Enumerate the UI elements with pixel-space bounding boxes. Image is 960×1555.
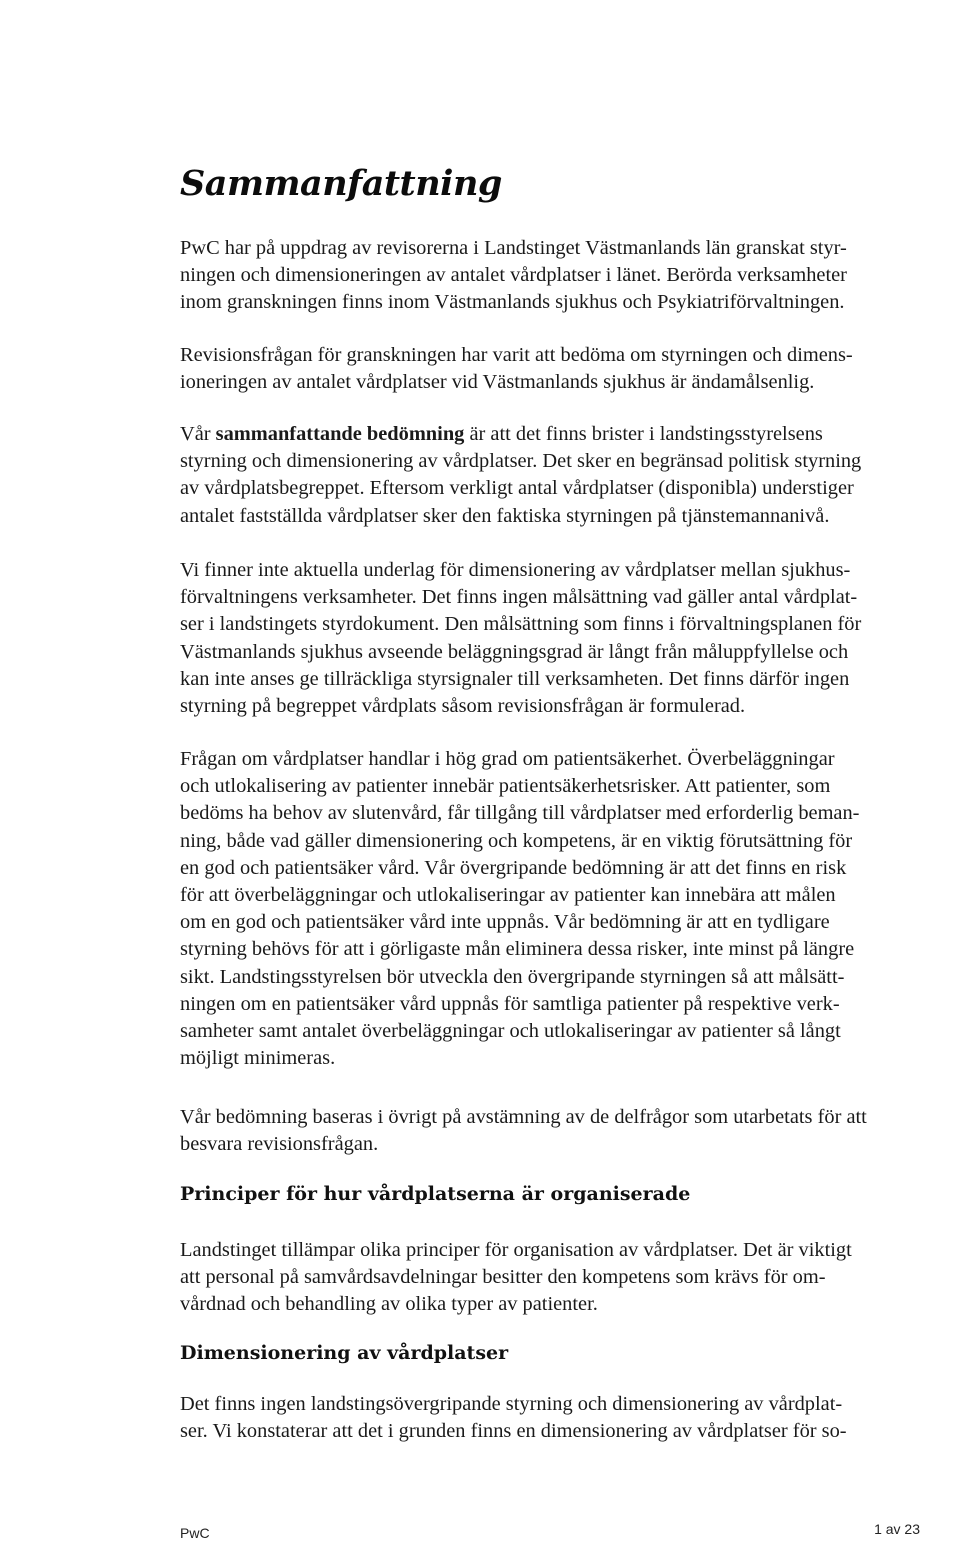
text-line: ioneringen av antalet vårdplatser vid Västmanlands sjukhus är ändamålsenlig.	[180, 371, 815, 394]
text-line: och utlokalisering av patienter innebär patientsäkerhetsrisker. Att patienter, som	[180, 775, 831, 798]
text-line: ningen och dimensioneringen av antalet vårdplatser i länet. Berörda verksamheter	[180, 264, 847, 287]
text-line: för att överbeläggningar och utlokaliseringar av patienter kan innebära att målen	[180, 884, 836, 907]
paragraph-underlag	[180, 557, 955, 720]
text-line: Frågan om vårdplatser handlar i hög grad om patientsäkerhet. Överbeläggningar	[180, 748, 835, 770]
section-heading-dimensioning: Dimensionering av vårdplatser	[180, 1342, 509, 1364]
text-line: möjligt minimeras.	[180, 1047, 336, 1070]
text-line: ser i landstingets styrdokument. Den målsättning som finns i förvaltningsplanen för	[180, 613, 862, 636]
text-line: Landstinget tillämpar olika principer för organisation av vårdplatser. Det är viktigt	[180, 1239, 852, 1261]
text-line: ning, både vad gäller dimensionering och kompetens, är en viktig förutsättning för	[180, 829, 853, 852]
text-line: Västmanlands sjukhus avseende beläggningsgrad är långt från måluppfyllelse och	[180, 640, 849, 663]
text-line: kan inte anses ge tillräckliga styrsignaler till verksamheten. Det finns därför ingen	[180, 667, 850, 690]
paragraph-basis	[180, 1104, 955, 1158]
text-rest: är att det finns brister i landstingsstyrelsens	[464, 423, 823, 445]
text-line: en god och patientsäker vård. Vår övergripande bedömning är att det finns en risk	[180, 856, 847, 879]
text-line: Vi finner inte aktuella underlag för dimensionering av vårdplatser mellan sjukhus-	[180, 559, 851, 581]
text-line: styrning på begreppet vårdplats såsom revisionsfrågan är formulerad.	[180, 695, 746, 718]
section-heading-principles: Principer för hur vårdplatserna är organiserade	[180, 1183, 691, 1205]
footer-company: PwC	[180, 1525, 210, 1541]
text-line	[180, 421, 955, 448]
paragraph-dimensioning	[180, 1391, 955, 1445]
paragraph-patient-safety	[180, 746, 955, 1072]
text-line: samheter samt antalet överbeläggningar och utlokaliseringar av patienter så långt	[180, 1020, 841, 1043]
text-line: Vår bedömning baseras i övrigt på avstämning av de delfrågor som utarbetats för att	[180, 1106, 867, 1128]
paragraph-summary-assessment	[180, 421, 955, 530]
text-line: bedöms ha behov av slutenvård, får tillgång till vårdplatser med erforderlig beman-	[180, 802, 860, 825]
text-line: besvara revisionsfrågan.	[180, 1133, 379, 1156]
paragraph-revision-question	[180, 342, 955, 396]
text-line: sikt. Landstingsstyrelsen bör utveckla den övergripande styrningen så att målsätt-	[180, 965, 845, 988]
text-line: av vårdplatsbegreppet. Eftersom verkligt antal vårdplatser (disponibla) understiger	[180, 477, 854, 500]
text-line: PwC har på uppdrag av revisorerna i Landstinget Västmanlands län granskat styr-	[180, 237, 847, 259]
page-title: Sammanfattning	[180, 163, 502, 204]
text-line: att personal på samvårdsavdelningar besitter den kompetens som krävs för om-	[180, 1266, 826, 1289]
footer-page-number: 1 av 23	[874, 1521, 920, 1537]
paragraph-intro	[180, 235, 955, 317]
text-line: inom granskningen finns inom Västmanlands sjukhus och Psykiatriförvaltningen.	[180, 291, 845, 314]
text-prefix: Vår	[180, 423, 216, 445]
text-line: Revisionsfrågan för granskningen har varit att bedöma om styrningen och dimens-	[180, 344, 853, 366]
text-line: Det finns ingen landstingsövergripande styrning och dimensionering av vårdplat-	[180, 1393, 843, 1415]
text-line: ser. Vi konstaterar att det i grunden finns en dimensionering av vårdplatser för so-	[180, 1420, 847, 1443]
text-line: ningen om en patientsäker vård uppnås för samtliga patienter på respektive verk-	[180, 992, 840, 1015]
text-line: förvaltningens verksamheter. Det finns ingen målsättning vad gäller antal vårdplat-	[180, 586, 858, 609]
paragraph-principles	[180, 1237, 955, 1319]
text-line: styrning behövs för att i görligaste mån eliminera dessa risker, inte minst på längre	[180, 938, 855, 961]
text-line: om en god och patientsäker vård inte uppnås. Vår bedömning är att en tydligare	[180, 911, 830, 934]
text-line: vårdnad och behandling av olika typer av patienter.	[180, 1293, 598, 1316]
text-line: antalet fastställda vårdplatser sker den faktiska styrningen på tjänstemannanivå.	[180, 504, 830, 527]
bold-phrase: sammanfattande bedömning	[215, 423, 465, 445]
text-line: styrning och dimensionering av vårdplatser. Det sker en begränsad politisk styrning	[180, 450, 862, 473]
